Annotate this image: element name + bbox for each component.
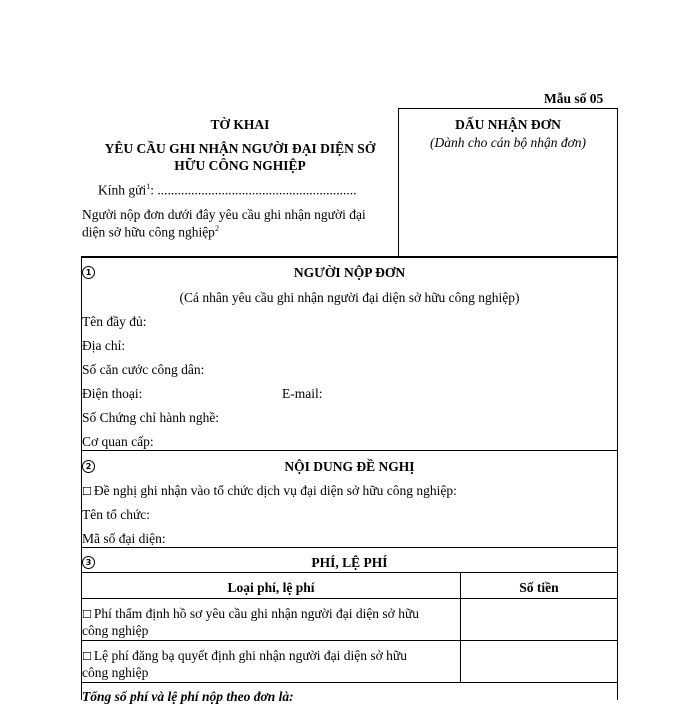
form-number: Mẫu số 05	[544, 91, 604, 106]
fee1-checkbox[interactable]: ☐ Phí thẩm định hồ sơ yêu cầu ghi nhận người đại diện sở hữu	[82, 606, 419, 622]
stamp-box-right-border	[617, 108, 618, 256]
certificate-field: Số Chứng chỉ hành nghề:	[82, 410, 220, 425]
section2-title: NỘI DUNG ĐỀ NGHỊ	[284, 459, 415, 474]
recipient-dots: : ...........................................................	[150, 182, 357, 198]
section2-top-border	[81, 450, 618, 451]
table-right-border	[617, 256, 618, 700]
recipient-line	[98, 182, 356, 199]
request-checkbox[interactable]: ☐ Đề nghị ghi nhận vào tổ chức dịch vụ đại diện sở hữu công nghiệp:	[82, 483, 457, 499]
email-field: E-mail:	[282, 386, 323, 401]
form-subtitle-line2: HỮU CÔNG NGHIỆP	[174, 158, 306, 173]
fee-header-bottom-border	[81, 598, 618, 599]
phone-field: Điện thoại:	[82, 386, 143, 401]
intro-line1: Người nộp đơn dưới đây yêu cầu ghi nhận người đại	[82, 207, 366, 222]
stamp-box-note: (Dành cho cán bộ nhận đơn)	[429, 135, 587, 150]
id-number-field: Số căn cước công dân:	[82, 362, 205, 377]
section1-top-border	[81, 256, 618, 258]
form-subtitle-line1: YÊU CẦU GHI NHẬN NGƯỜI ĐẠI DIỆN SỞ	[104, 141, 376, 156]
stamp-box-left-border	[398, 108, 399, 256]
stamp-box-top-border	[398, 108, 618, 109]
address-field: Địa chỉ:	[82, 338, 126, 353]
fee2-checkbox[interactable]: ☐ Lệ phí đăng bạ quyết định ghi nhận người đại diện sở hữu	[82, 648, 407, 664]
intro-line2	[82, 224, 219, 241]
intro-text: diện sở hữu công nghiệp	[82, 224, 215, 240]
recipient-label: Kính gửi	[98, 182, 147, 198]
intro-footnote: 2	[214, 224, 219, 233]
section1-subtitle: (Cá nhân yêu cầu ghi nhận người đại diện sở hữu công nghiệp)	[179, 290, 520, 305]
fee2-line2: công nghiệp	[82, 665, 149, 680]
form-title: TỜ KHAI	[210, 117, 270, 132]
org-name-field: Tên tổ chức:	[82, 507, 151, 522]
stamp-box-title: DẤU NHẬN ĐƠN	[455, 117, 561, 132]
section3-top-border	[81, 547, 618, 548]
fee-total-label: Tổng số phí và lệ phí nộp theo đơn là:	[82, 689, 294, 704]
fee-table-top-border	[81, 572, 618, 573]
fee-amount-header: Số tiền	[519, 580, 559, 595]
fee-row1-bottom-border	[81, 640, 618, 641]
section3-title: PHÍ, LỆ PHÍ	[311, 555, 388, 570]
issuer-field: Cơ quan cấp:	[82, 434, 154, 449]
fee1-line2: công nghiệp	[82, 623, 149, 638]
section3-number-icon: 3	[82, 556, 95, 569]
section1-title: NGƯỜI NỘP ĐƠN	[293, 265, 406, 280]
section2-number-icon: 2	[82, 460, 95, 473]
fee-type-header: Loại phí, lệ phí	[227, 580, 315, 595]
rep-code-field: Mã số đại diện:	[82, 531, 166, 546]
recipient-footnote: 1	[146, 182, 151, 191]
section1-number-icon: 1	[82, 266, 95, 279]
fee-row2-bottom-border	[81, 682, 618, 683]
full-name-field: Tên đầy đủ:	[82, 314, 147, 329]
